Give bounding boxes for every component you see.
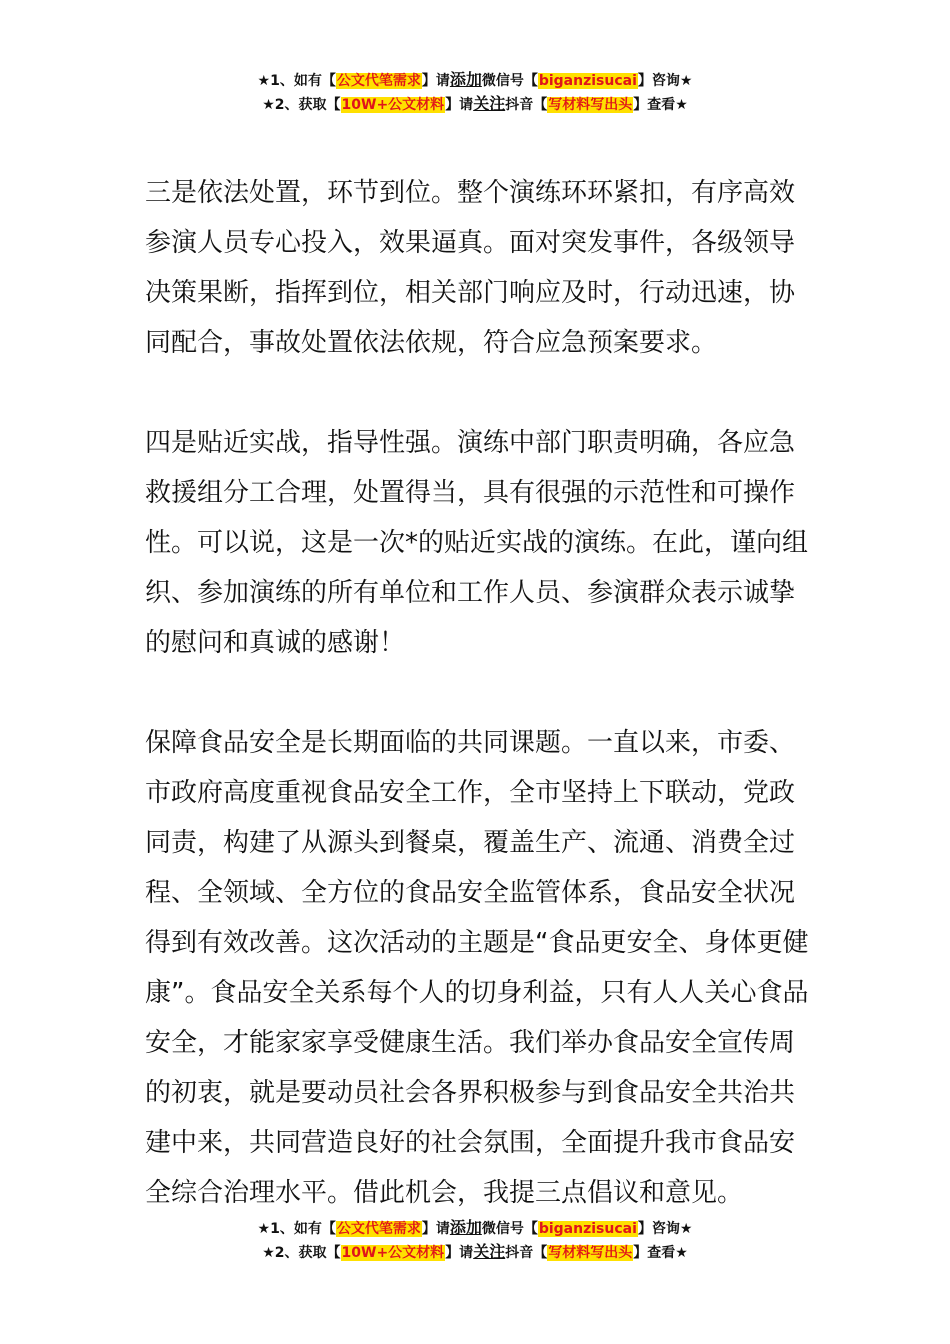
highlight-wechat-id: biganzisucai — [538, 1221, 637, 1237]
promo-line-1 — [0, 68, 950, 92]
highlight-materials: 10W+公文材料 — [341, 1245, 445, 1261]
promo-text: 2、获取【 — [274, 97, 341, 113]
promo-text: 】查看★ — [633, 1245, 688, 1261]
star-icon: ★ — [257, 1221, 271, 1237]
highlight-douyin-id: 写材料写出头 — [548, 97, 633, 113]
star-icon: ★ — [262, 97, 275, 113]
underlined-add: 添加 — [449, 70, 482, 89]
promo-text: 】请 — [445, 1245, 474, 1261]
star-icon: ★ — [257, 73, 271, 89]
promo-line-2 — [0, 1240, 950, 1264]
promo-text: 1、如有【 — [270, 1221, 336, 1237]
promo-text: 抖音【 — [505, 1245, 548, 1261]
promo-text: 微信号【 — [481, 1221, 538, 1237]
underlined-add: 添加 — [449, 1218, 482, 1237]
promo-text: 】查看★ — [633, 97, 688, 113]
highlight-materials: 10W+公文材料 — [341, 97, 445, 113]
promo-text: 】咨询★ — [637, 73, 693, 89]
promo-text: 1、如有【 — [270, 73, 336, 89]
underlined-follow: 关注 — [473, 94, 506, 113]
promo-text: 微信号【 — [481, 73, 538, 89]
document-body — [145, 168, 817, 1218]
highlight-service: 公文代笔需求 — [336, 1221, 421, 1237]
paragraph-food-safety: 保障食品安全是长期面临的共同课题。一直以来，市委、市政府高度重视食品安全工作，全市坚持上下联动，党政同责，构建了从源头到餐桌，覆盖生产、流通、消费全过程、全领域、全方位的食品安全监管体系，食品安全状况得到有效改善。这次活动的主题是“食品更安全、身体更健康”。食品安全关系每个人的切身利益，只有人人关心食品安全，才能家家享受健康生活。我们举办食品安全宣传周的初衷，就是要动员社会各界积极参与到食品安全共治共建中来，共同营造良好的社会氛围，全面提升我市食品安全综合治理水平。借此机会，我提三点倡议和意见。 — [145, 728, 809, 1208]
promo-text: 】请 — [445, 97, 474, 113]
highlight-douyin-id: 写材料写出头 — [548, 1245, 633, 1261]
promo-text: 2、获取【 — [274, 1245, 341, 1261]
promo-text: 抖音【 — [505, 97, 548, 113]
header-promo-banner — [0, 68, 950, 116]
underlined-follow: 关注 — [473, 1242, 506, 1261]
promo-text: 】请 — [421, 1221, 450, 1237]
promo-text: 】请 — [421, 73, 450, 89]
promo-line-1 — [0, 1216, 950, 1240]
footer-promo-banner — [0, 1216, 950, 1264]
highlight-wechat-id: biganzisucai — [538, 73, 637, 89]
star-icon: ★ — [262, 1245, 275, 1261]
paragraph-3-disposal: 三是依法处置，环节到位。整个演练环环紧扣，有序高效参演人员专心投入，效果逼真。面对突发事件，各级领导决策果断，指挥到位，相关部门响应及时，行动迅速，协同配合，事故处置依法依规，符合应急预案要求。 — [145, 178, 796, 358]
promo-text: 】咨询★ — [637, 1221, 693, 1237]
promo-line-2 — [0, 92, 950, 116]
highlight-service: 公文代笔需求 — [336, 73, 421, 89]
paragraph-4-practical: 四是贴近实战，指导性强。演练中部门职责明确，各应急救援组分工合理，处置得当，具有很强的示范性和可操作性。可以说，这是一次*的贴近实战的演练。在此，谨向组织、参加演练的所有单位和工作人员、参演群众表示诚挚的慰问和真诚的感谢！ — [145, 428, 809, 658]
